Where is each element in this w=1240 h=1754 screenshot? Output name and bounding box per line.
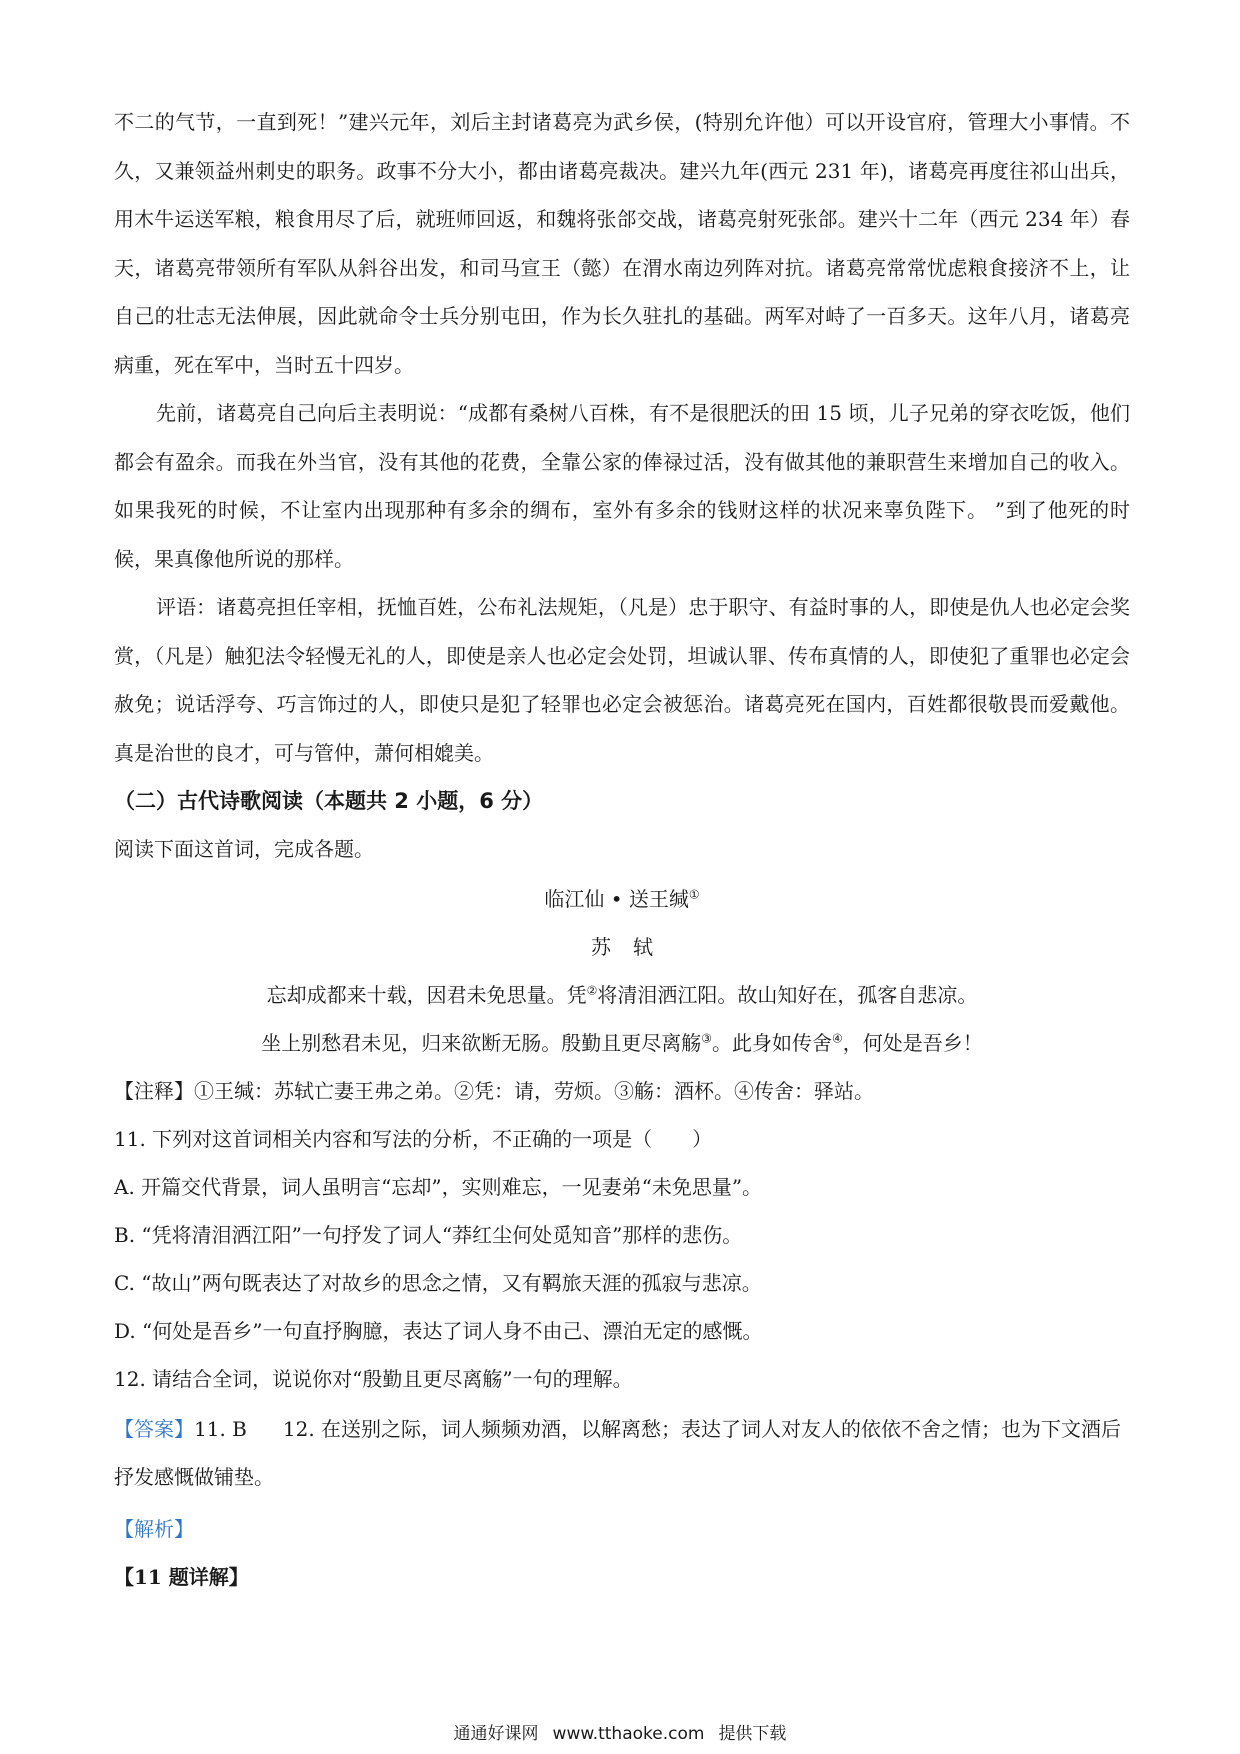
document-content <box>114 98 1130 1601</box>
poem-title-text: 临江仙 • 送王缄 <box>544 887 689 911</box>
question-12: 12. 请结合全词，说说你对“殷勤且更尽离觞”一句的理解。 <box>114 1367 633 1391</box>
poem-line-2-b: 。此身如传舍 <box>712 1031 832 1055</box>
poem-line-1-b: 将清泪洒江阳。故山知好在，孤客自悲凉。 <box>597 983 978 1007</box>
poem-line-1-a: 忘却成都来十载，因君未免思量。凭 <box>266 983 587 1007</box>
passage-paragraph-2: 先前，诸葛亮自己向后主表明说：“成都有桑树八百株，有不是很肥沃的田 15 顷，儿子兄弟的穿衣吃饭，他们都会有盈余。而我在外当官，没有其他的花费，全靠公家的俸禄过活，没有做其他的兼职营生来增加自己的收入。如果我死的时候，不让室内出现那种有多余的绸布，室外有多余的钱财这样的状况来辜负陛下。 ”到了他死的时候，果真像他所说的那样。 <box>114 401 1130 571</box>
section-heading: （二）古代诗歌阅读（本题共 2 小题，6 分） <box>114 789 544 813</box>
passage-paragraph-3: 评语：诸葛亮担任宰相，抚恤百姓，公布礼法规矩，（凡是）忠于职守、有益时事的人，即使是仇人也必定会奖赏，（凡是）触犯法令轻慢无礼的人，即使是亲人也必定会处罚，坦诚认罪、传布真情的人，即使犯了重罪也必定会赦免；说话浮夸、巧言饰过的人，即使只是犯了轻罪也必定会被惩治。诸葛亮死在国内，百姓都很敬畏而爱戴他。真是治世的良才，可与管仲，萧何相媲美。 <box>114 595 1130 765</box>
poem-line-2-note-2: ④ <box>832 1031 843 1046</box>
poem-line-2 <box>114 1019 1130 1067</box>
question-11-option-b: B. “凭将清泪洒江阳”一句抒发了词人“莽红尘何处觅知音”那样的悲伤。 <box>114 1223 743 1247</box>
page-footer <box>0 1719 1240 1744</box>
section-instruction: 阅读下面这首词，完成各题。 <box>114 837 374 861</box>
poem-notes: 【注释】①王缄：苏轼亡妻王弗之弟。②凭：请，劳烦。③觞：酒杯。④传舍：驿站。 <box>114 1079 874 1103</box>
poem-line-1 <box>114 971 1130 1019</box>
poem-author <box>114 923 1130 971</box>
poem-line-1-note: ② <box>586 983 598 998</box>
poem-author-text: 苏轼 <box>591 935 675 959</box>
poem-title-note: ① <box>688 887 700 902</box>
detail-label: 【11 题详解】 <box>114 1565 249 1589</box>
poem-line-2-note-1: ③ <box>701 1031 712 1046</box>
answer-block <box>114 1405 1130 1501</box>
analysis-label: 【解析】 <box>114 1517 194 1541</box>
footer-site-name: 通通好课网 <box>453 1724 539 1744</box>
question-11-option-c: C. “故山”两句既表达了对故乡的思念之情，又有羁旅天涯的孤寂与悲凉。 <box>114 1271 762 1295</box>
footer-url[interactable]: www.tthaoke.com <box>552 1724 705 1744</box>
poem-line-2-c: ，何处是吾乡！ <box>842 1031 983 1055</box>
question-11-option-d: D. “何处是吾乡”一句直抒胸臆，表达了词人身不由己、漂泊无定的感慨。 <box>114 1319 763 1343</box>
answer-12: 12. 在送别之际，词人频频劝酒，以解离愁；表达了词人对友人的依依不舍之情；也为下文酒后抒发感慨做铺垫。 <box>114 1417 1122 1489</box>
passage-paragraph-1: 不二的气节，一直到死！”建兴元年，刘后主封诸葛亮为武乡侯，(特别允许他）可以开设官府，管理大小事情。不久，又兼领益州刺史的职务。政事不分大小，都由诸葛亮裁决。建兴九年(西元 231 年)，诸葛亮再度往祁山出兵，用木牛运送军粮，粮食用尽了后，就班师回返，和魏将张郃交战，诸葛亮射死张郃。建兴十二年（西元 234 年）春天，诸葛亮带领所有军队从斜谷出发，和司马宣王（懿）在渭水南边列阵对抗。诸葛亮常常忧虑粮食接济不上，让自己的壮志无法伸展，因此就命令士兵分别屯田，作为长久驻扎的基础。两军对峙了一百多天。这年八月，诸葛亮病重，死在军中，当时五十四岁。 <box>114 110 1130 377</box>
poem-line-2-a: 坐上别愁君未见，归来欲断无肠。殷勤且更尽离觞 <box>261 1031 702 1055</box>
poem-title <box>114 875 1130 923</box>
answer-11: 11. B <box>194 1417 247 1441</box>
question-11-option-a: A. 开篇交代背景，词人虽明言“忘却”，实则难忘，一见妻弟“未免思量”。 <box>114 1175 763 1199</box>
answer-label: 【答案】 <box>114 1417 194 1441</box>
footer-suffix: 提供下载 <box>718 1724 787 1744</box>
question-11: 11. 下列对这首词相关内容和写法的分析，不正确的一项是（ ） <box>114 1127 713 1151</box>
